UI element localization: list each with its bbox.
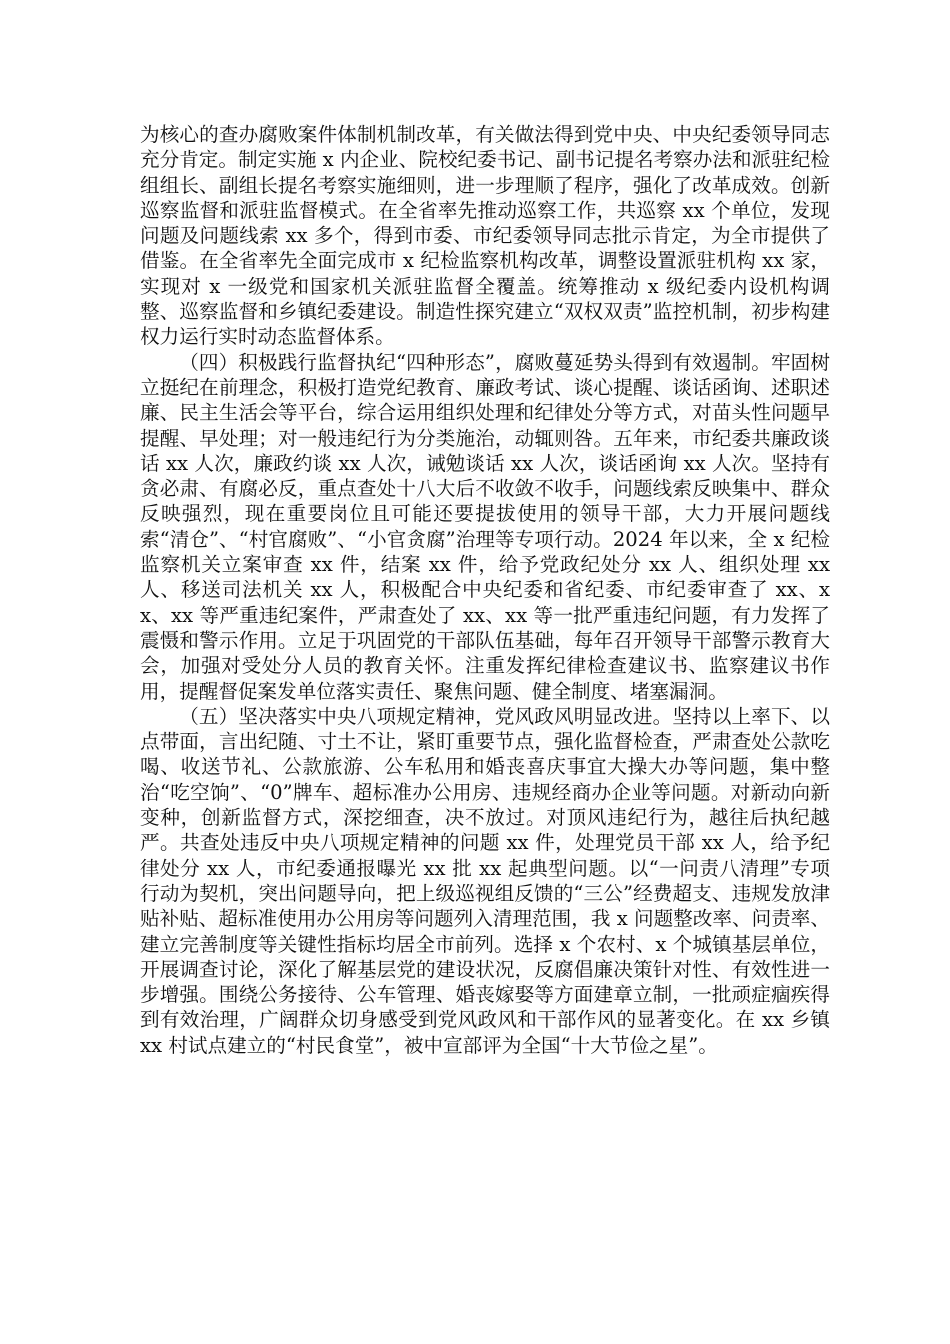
paragraph-section-five: （五）坚决落实中央八项规定精神，党风政风明显改进。坚持以上率下、以点带面，言出纪随、寸土不让，紧盯重要节点，强化监督检查，严肃查处公款吃喝、收送节礼、公款旅游、公车私用和婚丧喜庆事宜大操大办等问题，集中整治“吃空饷”、“0”牌车、超标准办公用房、违规经商办企业等问题。对新动向新变种，创新监督方式，深挖细查，决不放过。对顶风违纪行为，越往后执纪越严。共查处违反中央八项规定精神的问题 xx 件，处理党员干部 xx 人，给予纪律处分 xx 人，市纪委通报曝光 xx 批 xx 起典型问题。以“一问责八清理”专项行动为契机，突出问题导向，把上级巡视组反馈的“三公”经费超支、违规发放津贴补贴、超标准使用办公用房等问题列入清理范围，我 x 问题整改率、问责率、建立完善制度等关键性指标均居全市前列。选择 x 个农村、x 个城镇基层单位，开展调查讨论，深化了解基层党的建设状况，反腐倡廉决策针对性、有效性进一步增强。围绕公务接待、公车管理、婚丧嫁娶等方面建章立制，一批顽症痼疾得到有效治理，广阔群众切身感受到党风政风和干部作风的显著变化。在 xx 乡镇 xx 村试点建立的“村民食堂”，被中宣部评为全国“十大节俭之星”。 bbox=[140, 704, 830, 1057]
document-body bbox=[140, 122, 830, 1058]
paragraph-continuation: 为核心的查办腐败案件体制机制改革，有关做法得到党中央、中央纪委领导同志充分肯定。制定实施 x 内企业、院校纪委书记、副书记提名考察办法和派驻纪检组组长、副组长提名考察实施细则，进一步理顺了程序，强化了改革成效。创新巡察监督和派驻监督模式。在全省率先推动巡察工作，共巡察 xx 个单位，发现问题及问题线索 xx 多个，得到市委、市纪委领导同志批示肯定，为全市提供了借鉴。在全省率先全面完成市 x 纪检监察机构改革，调整设置派驻机构 xx 家，实现对 x 一级党和国家机关派驻监督全覆盖。统筹推动 x 级纪委内设机构调整、巡察监督和乡镇纪委建设。制造性探究建立“双权双责”监控机制，初步构建权力运行实时动态监督体系。 bbox=[140, 123, 830, 349]
paragraph-section-four: （四）积极践行监督执纪“四种形态”，腐败蔓延势头得到有效遏制。牢固树立挺纪在前理念，积极打造党纪教育、廉政考试、谈心提醒、谈话函询、述职述廉、民主生活会等平台，综合运用组织处理和纪律处分等方式，对苗头性问题早提醒、早处理；对一般违纪行为分类施治，动辄则咎。五年来，市纪委共廉政谈话 xx 人次，廉政约谈 xx 人次，诫勉谈话 xx 人次，谈话函询 xx 人次。坚持有贪必肃、有腐必反，重点查处十八大后不收敛不收手，问题线索反映集中、群众反映强烈，现在重要岗位且可能还要提拔使用的领导干部，大力开展问题线索“清仓”、“村官腐败”、“小官贪腐”治理等专项行动。2024 年以来，全 x 纪检监察机关立案审查 xx 件，结案 xx 件，给予党政纪处分 xx 人、组织处理 xx 人、移送司法机关 xx 人，积极配合中央纪委和省纪委、市纪委审查了 xx、xx、xx 等严重违纪案件，严肃查处了 xx、xx 等一批严重违纪问题，有力发挥了震慑和警示作用。立足于巩固党的干部队伍基础，每年召开领导干部警示教育大会，加强对受处分人员的教育关怀。注重发挥纪律检查建议书、监察建议书作用，提醒督促案发单位落实责任、聚焦问题、健全制度、堵塞漏洞。 bbox=[140, 350, 830, 703]
